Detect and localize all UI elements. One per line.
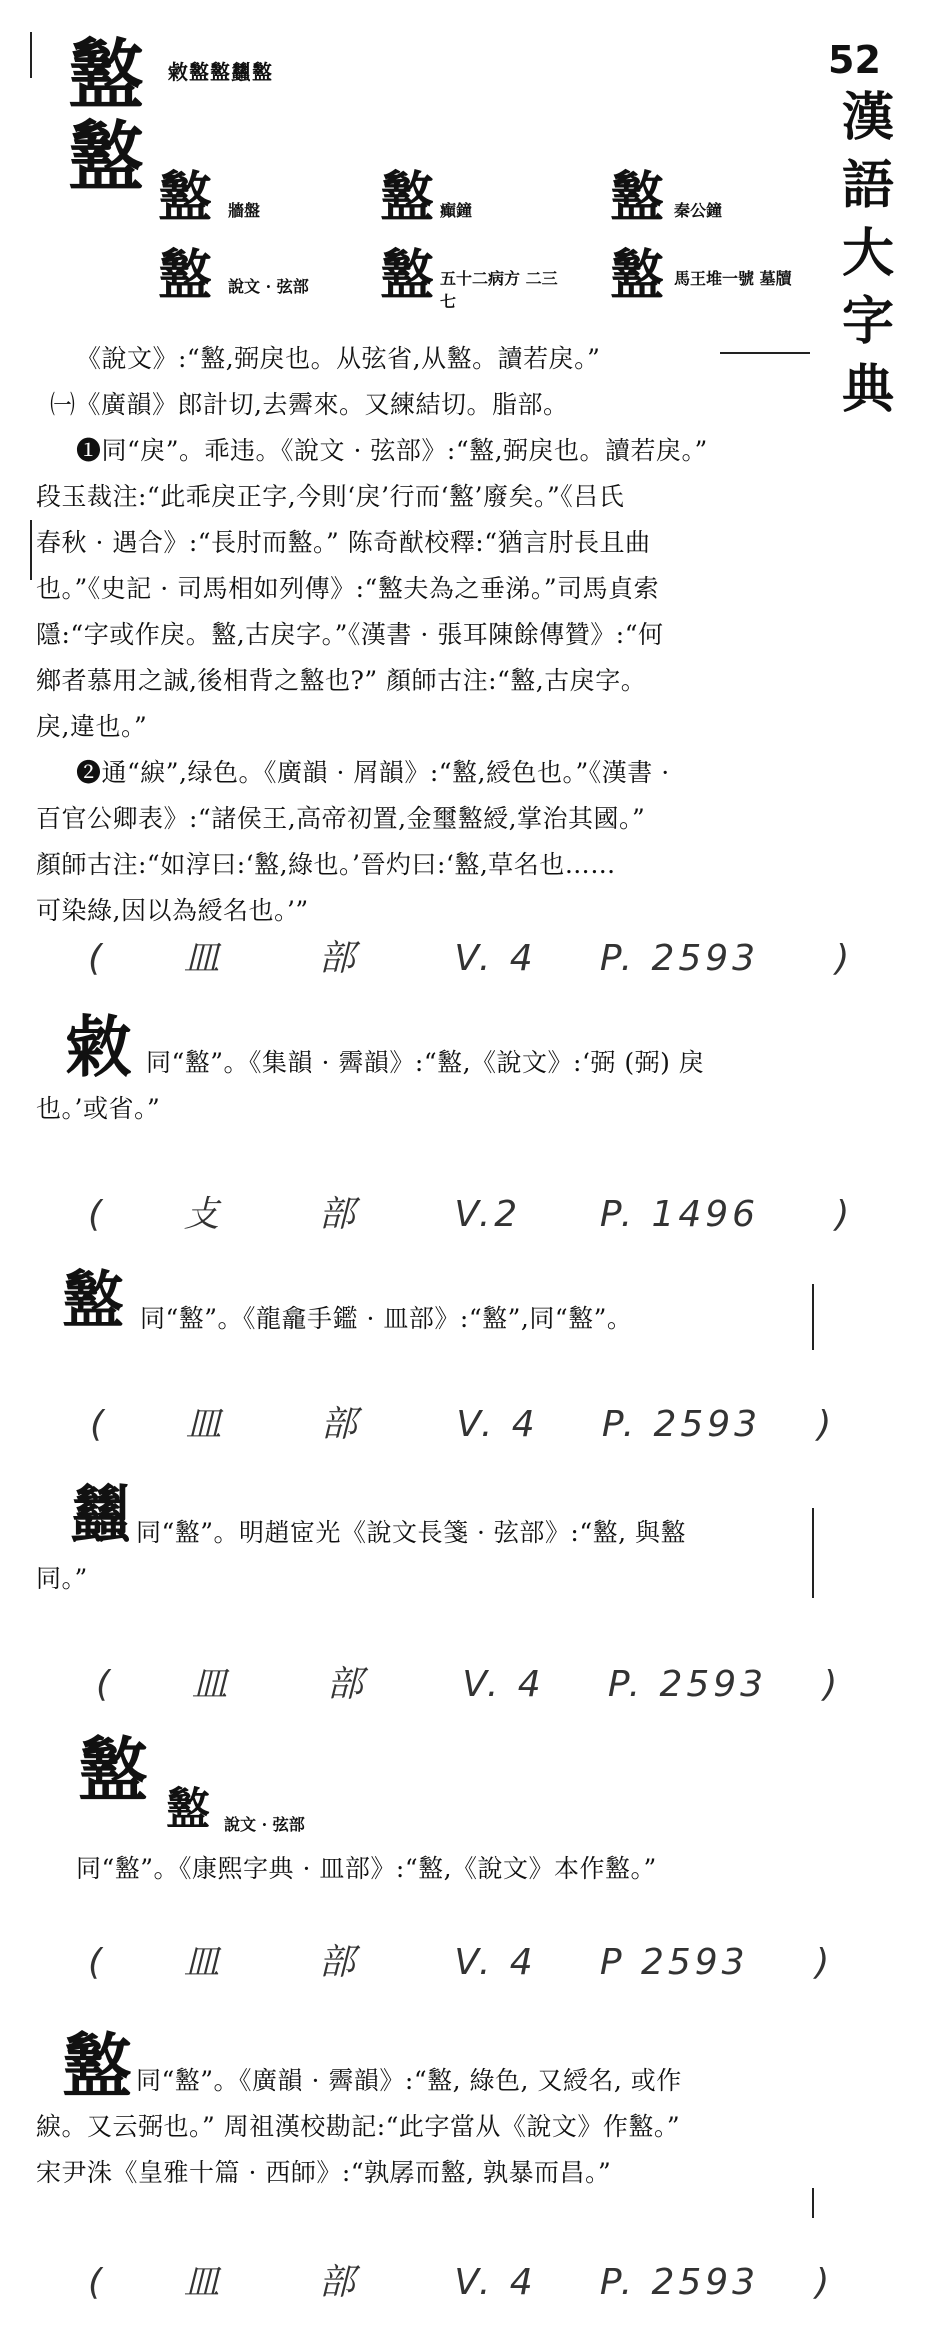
text-line: 也。”《史記 · 司馬相如列傳》:“盭夫為之垂涕。”司馬貞索 xyxy=(36,574,660,603)
text-line: 宋尹洙《皇雅十篇 · 西師》:“孰孱而盭, 孰暴而昌。” xyxy=(36,2158,612,2187)
title-char: 大 xyxy=(841,223,894,284)
title-char: 典 xyxy=(841,359,894,420)
text-line: 可染綠,因以為綬名也。’” xyxy=(36,896,309,925)
head-character: 敹 xyxy=(66,1008,132,1086)
text-line: ❶同“戾”。乖违。《說文 · 弦部》:“盭,弼戾也。讀若戾。” xyxy=(76,436,708,465)
title-char: 字 xyxy=(841,291,894,352)
margin-line xyxy=(30,32,32,78)
paren-open: ( xyxy=(88,938,107,979)
entry-body xyxy=(36,336,836,934)
text-line: 綟。又云弼也。” 周祖漢校勘記:“此字當从《說文》作盭。” xyxy=(36,2112,681,2141)
text-line: 同“盭”。明趙宧光《說文長箋 · 弦部》:“盭, 與盭 xyxy=(136,1518,687,1547)
radical: 皿 xyxy=(185,1404,226,1445)
entry-body xyxy=(36,1040,836,1132)
text-line: 百官公卿表》:“諸侯王,高帝初置,金璽盭綬,掌治其國。” xyxy=(36,804,646,833)
radical: 皿 xyxy=(191,1664,232,1705)
radical: 皿 xyxy=(183,1942,224,1983)
text-line: 隱:“字或作戾。盭,古戾字。”《漢書 · 張耳陳餘傳贊》:“何 xyxy=(36,620,664,649)
seal-label: 五十二病方 二三七 xyxy=(440,269,558,311)
text-line: ❷通“綟”,绿色。《廣韻 · 屑韻》:“盭,綬色也。”《漢書 · xyxy=(76,758,670,787)
text-line: 也。’或省。” xyxy=(36,1094,161,1123)
head-character: 盭 xyxy=(68,31,144,120)
volume: V. 4 xyxy=(462,1664,545,1705)
text-line: 顏師古注:“如淳曰:‘盭,綠也。’晉灼曰:‘盭,草名也…… xyxy=(36,850,616,879)
bu-label: 部 xyxy=(320,1404,361,1445)
seal-glyph: 盭 xyxy=(158,165,212,229)
text-line: 同“盭”。《廣韻 · 霽韻》:“盭, 綠色, 又綬名, 或作 xyxy=(136,2066,682,2095)
text-line: 段玉裁注:“此乖戾正字,今則‘戾’行而‘盭’廢矣。”《吕氏 xyxy=(36,482,625,511)
volume: V. 4 xyxy=(454,2262,537,2303)
seal-glyph: 盭 xyxy=(610,243,664,307)
volume: V. 4 xyxy=(454,1942,537,1983)
handwritten-reference xyxy=(96,1656,841,1707)
paren-open: ( xyxy=(90,1404,109,1445)
radical: 攴 xyxy=(183,1194,224,1235)
page-ref: P 2593 xyxy=(599,1942,749,1983)
seal-label: 說文 · 弦部 xyxy=(224,1815,305,1834)
entry-body xyxy=(36,2058,836,2196)
text-line: 戾,違也。” xyxy=(36,712,148,741)
handwritten-reference xyxy=(88,930,853,981)
text-line: 同“盭”。《集韻 · 霽韻》:“盭,《說文》:‘弼 (弼) 戾 xyxy=(146,1048,705,1077)
paren-close: ) xyxy=(835,938,854,979)
variant-forms: 敹盭盭蠿盭 xyxy=(168,60,273,84)
paren-close: ) xyxy=(817,1404,836,1445)
page-ref: P. 2593 xyxy=(607,1664,768,1705)
page-ref: P. 1496 xyxy=(599,1194,760,1235)
bu-label: 部 xyxy=(326,1664,367,1705)
paren-close: ) xyxy=(823,1664,842,1705)
text-line: 同。” xyxy=(36,1564,88,1593)
bu-label: 部 xyxy=(318,1194,359,1235)
bu-label: 部 xyxy=(318,938,359,979)
seal-forms xyxy=(158,165,798,320)
text-line: 《說文》:“盭,弼戾也。从弦省,从盭。讀若戾。” xyxy=(76,344,601,373)
title-char: 漢 xyxy=(841,87,894,148)
page-number: 52 xyxy=(828,38,881,82)
margin-line xyxy=(812,1508,814,1598)
volume: V.2 xyxy=(454,1194,522,1235)
head-character: 盭 xyxy=(78,1729,148,1812)
page-ref: P. 2593 xyxy=(601,1404,762,1445)
paren-open: ( xyxy=(88,1194,107,1235)
paren-close: ) xyxy=(815,1942,834,1983)
handwritten-reference xyxy=(88,1934,833,1985)
seal-glyph: 盭 xyxy=(610,165,664,229)
radical: 皿 xyxy=(183,938,224,979)
text-line: 鄉者慕用之誠,後相背之盭也?” 顏師古注:“盭,古戾字。 xyxy=(36,666,647,695)
head-character: 盭 xyxy=(68,113,144,202)
handwritten-reference xyxy=(88,1186,853,1237)
paren-close: ) xyxy=(835,1194,854,1235)
paren-open: ( xyxy=(88,2262,107,2303)
seal-label: 說文 · 弦部 xyxy=(228,277,309,296)
page-ref: P. 2593 xyxy=(599,938,760,979)
text-line: ㈠《廣韻》郎計切,去霽來。又練結切。脂部。 xyxy=(50,390,569,419)
handwritten-reference xyxy=(90,1396,835,1447)
page-ref: P. 2593 xyxy=(599,2262,760,2303)
head-character: 盭 xyxy=(62,2025,132,2108)
paren-open: ( xyxy=(96,1664,115,1705)
margin-line xyxy=(812,1284,814,1350)
text-line: 春秋 · 遇合》:“長肘而盭。” 陈奇猷校釋:“猶言肘長且曲 xyxy=(36,528,651,557)
volume: V. 4 xyxy=(454,938,537,979)
text-line: 同“盭”。《康熙字典 · 皿部》:“盭,《說文》本作盭。” xyxy=(76,1854,657,1883)
paren-close: ) xyxy=(815,2262,834,2303)
head-character: 蠿 xyxy=(70,1478,133,1551)
entry-body xyxy=(36,1510,816,1602)
paren-open: ( xyxy=(88,1942,107,1983)
title-char: 語 xyxy=(841,155,894,216)
radical: 皿 xyxy=(183,2262,224,2303)
bu-label: 部 xyxy=(318,1942,359,1983)
margin-line xyxy=(812,2188,814,2218)
seal-label: 馬王堆一號 墓牘 xyxy=(674,269,792,288)
margin-line xyxy=(30,520,32,580)
seal-label: 癲鐘 xyxy=(440,201,473,220)
entry-body xyxy=(140,1296,820,1342)
seal-glyph: 盭 xyxy=(158,243,212,307)
seal-label: 牆盤 xyxy=(228,201,261,220)
seal-label: 秦公鐘 xyxy=(674,201,723,220)
head-character: 盭 xyxy=(62,1264,125,1337)
volume: V. 4 xyxy=(456,1404,539,1445)
seal-glyph: 盭 xyxy=(166,1784,210,1835)
seal-glyph: 盭 xyxy=(380,165,434,229)
text-line: 同“盭”。《龍龕手鑑 · 皿部》:“盭”,同“盭”。 xyxy=(140,1304,633,1333)
dictionary-title xyxy=(838,84,898,424)
entry-body xyxy=(76,1846,836,1892)
handwritten-reference xyxy=(88,2254,833,2305)
bu-label: 部 xyxy=(318,2262,359,2303)
seal-glyph: 盭 xyxy=(380,243,434,307)
